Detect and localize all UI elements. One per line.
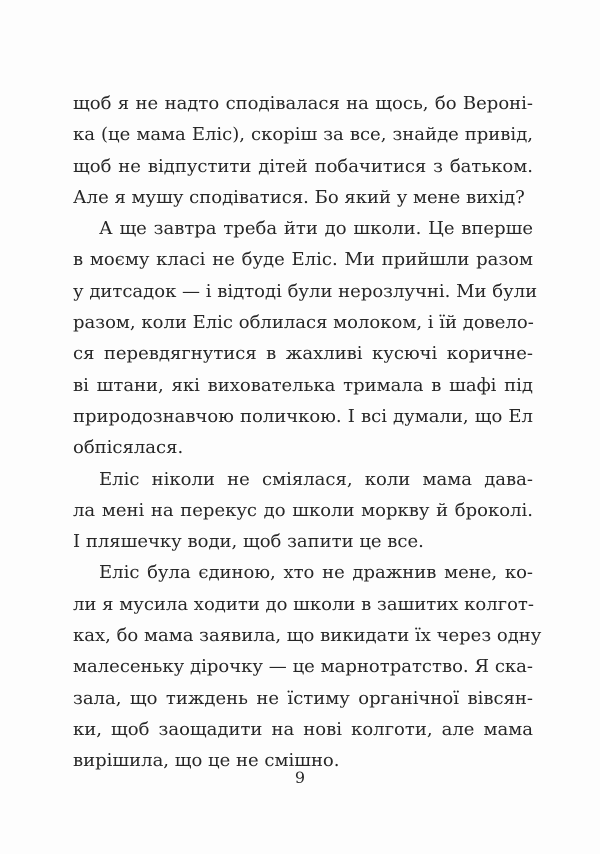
page-number: 9 [294, 768, 306, 787]
text-line: вирішила, що це не смішно. [73, 750, 340, 772]
body-text [73, 88, 542, 777]
text-line: Еліс ніколи не сміялася, коли мама дава- [99, 468, 533, 490]
text-line: обпісялася. [73, 437, 184, 459]
text-line: ки, щоб заощадити на нові колготи, але мама [73, 718, 533, 740]
text-line: щоб не відпустити дітей побачитися з батьком. [73, 155, 533, 177]
text-line: ла мені на перекус до школи моркву й броколі. [73, 499, 533, 521]
text-line: Але я мушу сподіватися. Бо який у мене вихід? [73, 186, 525, 208]
text-line: щоб я не надто сподівалася на щось, бо Вероні- [73, 93, 533, 114]
text-line: в моєму класі не буде Еліс. Ми прийшли разом [73, 249, 533, 271]
text-line: ві штани, які вихователька тримала в шафі під [73, 374, 533, 396]
text-line: І пляшечку води, щоб запити це все. [73, 531, 424, 553]
text-line: малесеньку дірочку — це марнотратство. Я ска- [73, 656, 533, 678]
text-line: ся перевдягнутися в жахливі кусючі коричне- [73, 343, 533, 365]
text-line: ка (це мама Еліс), скоріш за все, знайде привід, [73, 124, 533, 146]
text-line: зала, що тиждень не їстиму органічної вівсян- [73, 687, 533, 709]
text-line: Еліс була єдиною, хто не дражнив мене, ко- [99, 562, 533, 584]
text-line: А ще завтра треба йти до школи. Це вперше [99, 218, 533, 240]
text-line: природознавчою поличкою. І всі думали, що Ел [73, 405, 533, 427]
text-line: ках, бо мама заявила, що викидати їх через одну [73, 625, 542, 647]
text-line: разом, коли Еліс облилася молоком, і їй довело- [73, 312, 534, 334]
text-line: ли я мусила ходити до школи в зашитих колгот- [73, 593, 534, 615]
text-line: у дитсадок — і відтоді були нерозлучні. Ми були [73, 280, 538, 302]
